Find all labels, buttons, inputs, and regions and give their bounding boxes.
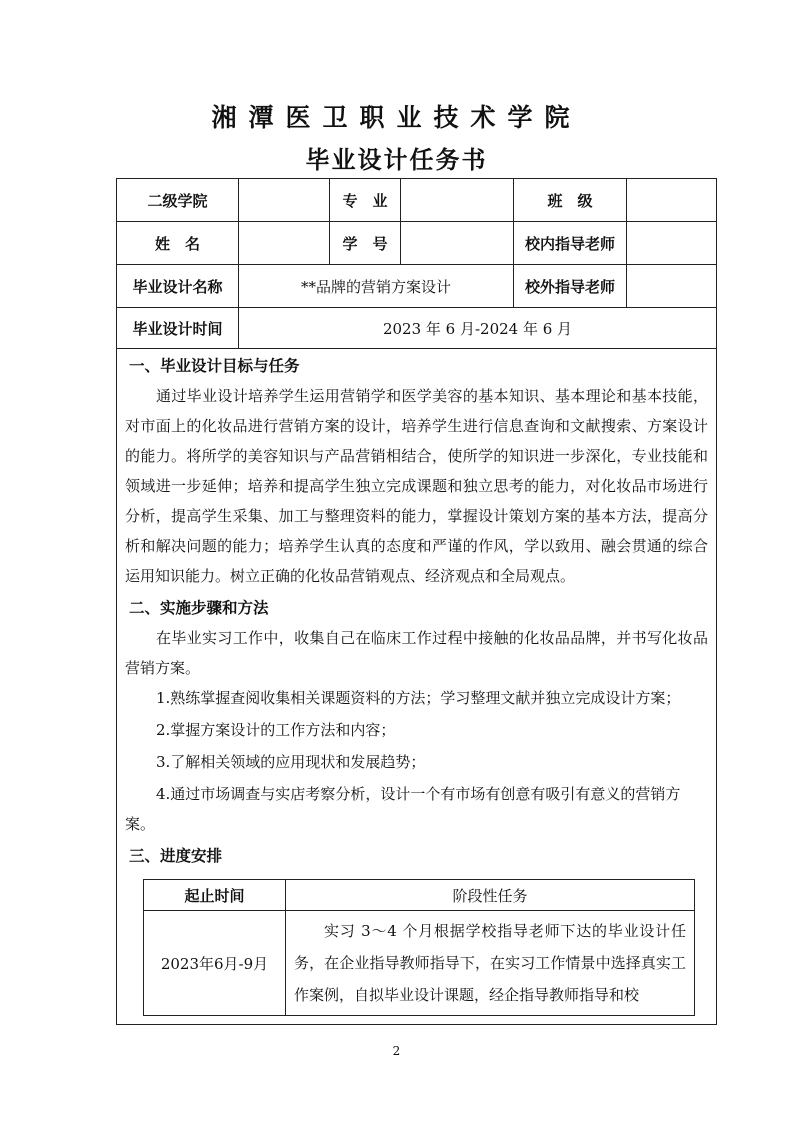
inner-advisor-value[interactable] xyxy=(627,222,717,265)
class-value[interactable] xyxy=(627,179,717,222)
design-time-value[interactable]: 2023 年 6 月-2024 年 6 月 xyxy=(239,308,717,349)
section-2-title: 二、实施步骤和方法 xyxy=(129,599,269,617)
step-item-4: 4.通过市场调查与实店考察分析，设计一个有市场有创意有吸引有意义的营销方案。 xyxy=(125,785,681,833)
school-name: 湘潭医卫职业技术学院 xyxy=(211,103,582,132)
section-3-title: 三、进度安排 xyxy=(129,847,223,865)
step-item-2: 2.掌握方案设计的工作方法和内容； xyxy=(156,721,396,739)
college-label: 二级学院 xyxy=(117,179,239,222)
schedule-row-task: 实习 3～4 个月根据学校指导老师下达的毕业设计任务，在企业指导教师指导下，在实习工作情景中选择真实工作案例，自拟毕业设计课题，经企指导教师指导和校 xyxy=(286,911,695,1016)
step-item-1: 1.熟练掌握查阅收集相关课题资料的方法；学习整理文献并独立完成设计方案； xyxy=(156,689,681,707)
design-name-label: 毕业设计名称 xyxy=(117,265,239,308)
section-1-title: 一、毕业设计目标与任务 xyxy=(129,357,300,375)
task-book-table xyxy=(116,178,717,1025)
inner-advisor-label: 校内指导老师 xyxy=(514,222,627,265)
class-label: 班 级 xyxy=(514,179,627,222)
major-value[interactable] xyxy=(401,179,514,222)
major-label: 专 业 xyxy=(330,179,401,222)
design-time-label: 毕业设计时间 xyxy=(117,308,239,349)
outer-advisor-value[interactable] xyxy=(627,265,717,308)
content-cell xyxy=(117,349,717,1025)
page-number: 2 xyxy=(392,1044,401,1058)
schedule-col-task: 阶段性任务 xyxy=(286,880,695,911)
step-item-3: 3.了解相关领域的应用现状和发展趋势； xyxy=(156,753,426,771)
student-id-label: 学 号 xyxy=(330,222,401,265)
section-2-intro: 在毕业实习工作中，收集自己在临床工作过程中接触的化妆品品牌，并书写化妆品营销方案。 xyxy=(125,629,708,677)
document-title: 毕业设计任务书 xyxy=(305,146,488,174)
outer-advisor-label: 校外指导老师 xyxy=(514,265,627,308)
schedule-row xyxy=(144,911,695,1016)
schedule-col-time: 起止时间 xyxy=(144,880,286,911)
college-value[interactable] xyxy=(239,179,330,222)
design-name-value[interactable]: **品牌的营销方案设计 xyxy=(239,265,514,308)
section-1-text: 通过毕业设计培养学生运用营销学和医学美容的基本知识、基本理论和基本技能，对市面上的化妆品进行营销方案的设计，培养学生进行信息查询和文献搜索、方案设计的能力。将所学的美容知识与产品营销相结合，使所学的知识进一步深化，专业技能和领域进一步延伸；培养和提高学生独立完成课题和独立思考的能力，对化妆品市场进行分析，提高学生采集、加工与整理资料的能力，掌握设计策划方案的基本方法，提高分析和解决问题的能力；培养学生认真的态度和严谨的作风，学以致用、融会贯通的综合运用知识能力。树立正确的化妆品营销观点、经济观点和全局观点。 xyxy=(125,387,708,585)
name-value[interactable] xyxy=(239,222,330,265)
schedule-table xyxy=(143,879,695,1016)
schedule-header-row xyxy=(144,880,695,911)
student-id-value[interactable] xyxy=(401,222,514,265)
name-label: 姓 名 xyxy=(117,222,239,265)
schedule-row-time: 2023年6月-9月 xyxy=(144,911,286,1016)
